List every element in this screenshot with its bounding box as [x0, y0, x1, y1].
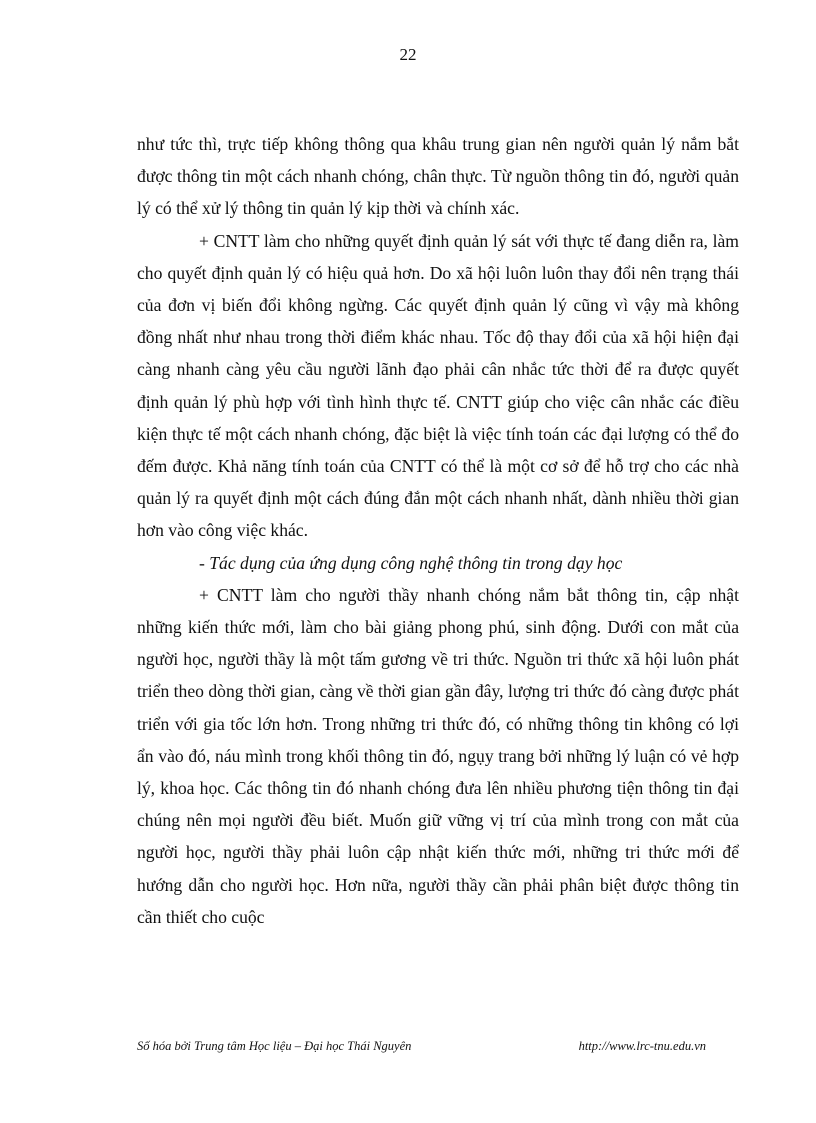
footer-source: Số hóa bởi Trung tâm Học liệu – Đại học Thái Nguyên	[137, 1039, 412, 1053]
page-number: 22	[399, 45, 417, 64]
section-heading-teaching: - Tác dụng của ứng dụng công nghệ thông tin trong dạy học	[199, 552, 623, 573]
paragraph-continuation: như tức thì, trực tiếp không thông qua khâu trung gian nên người quản lý nắm bắt được thông tin một cách nhanh chóng, chân thực. Từ nguồn thông tin đó, người quản lý có thể xử lý thông tin quản lý kịp thời và chính xác.	[137, 134, 739, 219]
paragraph-teacher-knowledge: + CNTT làm cho người thầy nhanh chóng nắm bắt thông tin, cập nhật những kiến thức mới, làm cho bài giảng phong phú, sinh động. Dưới con mắt của người học, người thầy là một tấm gương về tri thức. Nguồn tri thức xã hội luôn phát triển theo dòng thời gian, càng về thời gian gần đây, lượng tri thức đó càng được phát triển với gia tốc lớn hơn. Trong những tri thức đó, có những thông tin không có lợi ẩn vào đó, náu mình trong khối thông tin đó, ngụy trang bởi những lý luận có vẻ hợp lý, khoa học. Các thông tin đó nhanh chóng đưa lên nhiều phương tiện thông tin đại chúng nên mọi người đều biết. Muốn giữ vững vị trí của mình trong con mắt của người học, người thầy phải luôn cập nhật kiến thức mới, những tri thức mới để hướng dẫn cho người học. Hơn nữa, người thầy cần phải phân biệt được thông tin cần thiết cho cuộc	[137, 584, 739, 927]
footer-url[interactable]: http://www.lrc-tnu.edu.vn	[578, 1039, 706, 1053]
paragraph-management-decisions: + CNTT làm cho những quyết định quản lý sát với thực tế đang diễn ra, làm cho quyết định quản lý có hiệu quả hơn. Do xã hội luôn luôn thay đổi nên trạng thái của đơn vị biến đổi không ngừng. Các quyết định quản lý cũng vì vậy mà không đồng nhất như nhau trong thời điểm khác nhau. Tốc độ thay đổi của xã hội hiện đại càng nhanh càng yêu cầu người lãnh đạo phải cân nhắc tức thời để ra được quyết định quản lý phù hợp với tình hình thực tế. CNTT giúp cho việc cân nhắc các điều kiện thực tế một cách nhanh chóng, đặc biệt là việc tính toán các đại lượng có thể đo đếm được. Khả năng tính toán của CNTT có thể là một cơ sở để hỗ trợ cho các nhà quản lý ra quyết định một cách đúng đắn một cách nhanh nhất, dành nhiều thời gian hơn vào công việc khác.	[137, 230, 739, 541]
body-text	[137, 128, 739, 933]
footer	[137, 1039, 712, 1054]
